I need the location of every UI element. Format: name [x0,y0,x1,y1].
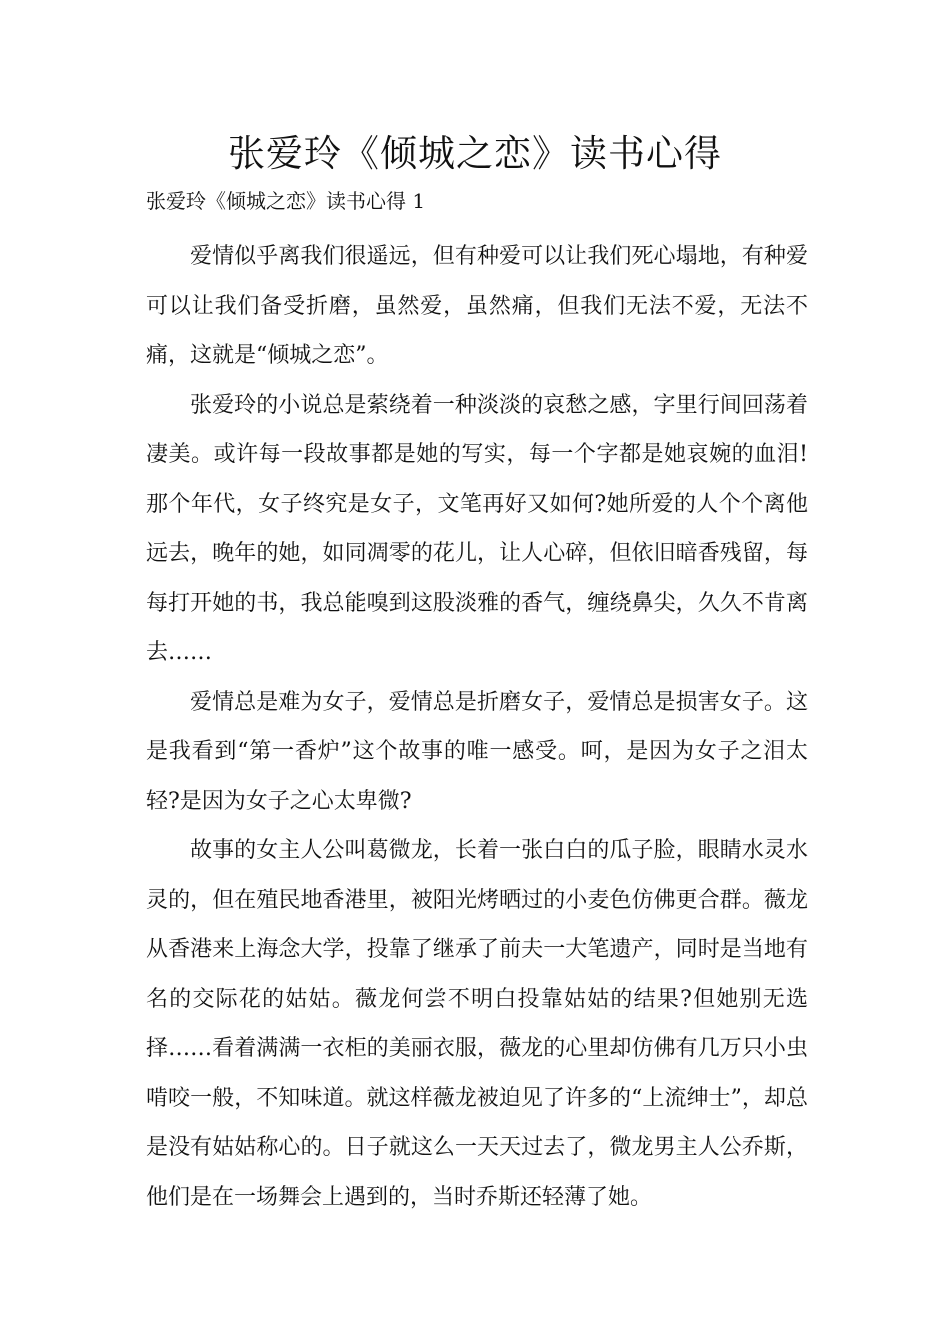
document-body [146,232,808,1222]
paragraph-2: 张爱玲的小说总是萦绕着一种淡淡的哀愁之感，字里行间回荡着凄美。或许每一段故事都是她的写实，每一个字都是她哀婉的血泪!那个年代，女子终究是女子，文笔再好又如何?她所爱的人个个离他远去，晚年的她，如同凋零的花儿，让人心碎，但依旧暗香残留，每每打开她的书，我总能嗅到这股淡雅的香气，缠绕鼻尖，久久不肯离去…… [146,392,808,665]
paragraph-4: 故事的女主人公叫葛微龙，长着一张白白的瓜子脸，眼睛水灵水灵的，但在殖民地香港里，被阳光烤晒过的小麦色仿佛更合群。薇龙从香港来上海念大学，投靠了继承了前夫一大笔遗产，同时是当地有名的交际花的姑姑。薇龙何尝不明白投靠姑姑的结果?但她别无选择……看着满满一衣柜的美丽衣服，薇龙的心里却仿佛有几万只小虫啃咬一般，不知味道。就这样薇龙被迫见了许多的“上流绅士”，却总是没有姑姑称心的。日子就这么一天天过去了，微龙男主人公乔斯，他们是在一场舞会上遇到的，当时乔斯还轻薄了她。 [146,838,808,1210]
document-title: 张爱玲《倾城之恋》读书心得 [228,132,722,175]
paragraph-3: 爱情总是难为女子，爱情总是折磨女子，爱情总是损害女子。这是我看到“第一香炉”这个故事的唯一感受。呵，是因为女子之泪太轻?是因为女子之心太卑微? [146,689,808,814]
paragraph-1: 爱情似乎离我们很遥远，但有种爱可以让我们死心塌地，有种爱可以让我们备受折磨，虽然爱，虽然痛，但我们无法不爱，无法不痛，这就是“倾城之恋”。 [146,244,808,368]
document-subtitle: 张爱玲《倾城之恋》读书心得 1 [146,189,426,213]
